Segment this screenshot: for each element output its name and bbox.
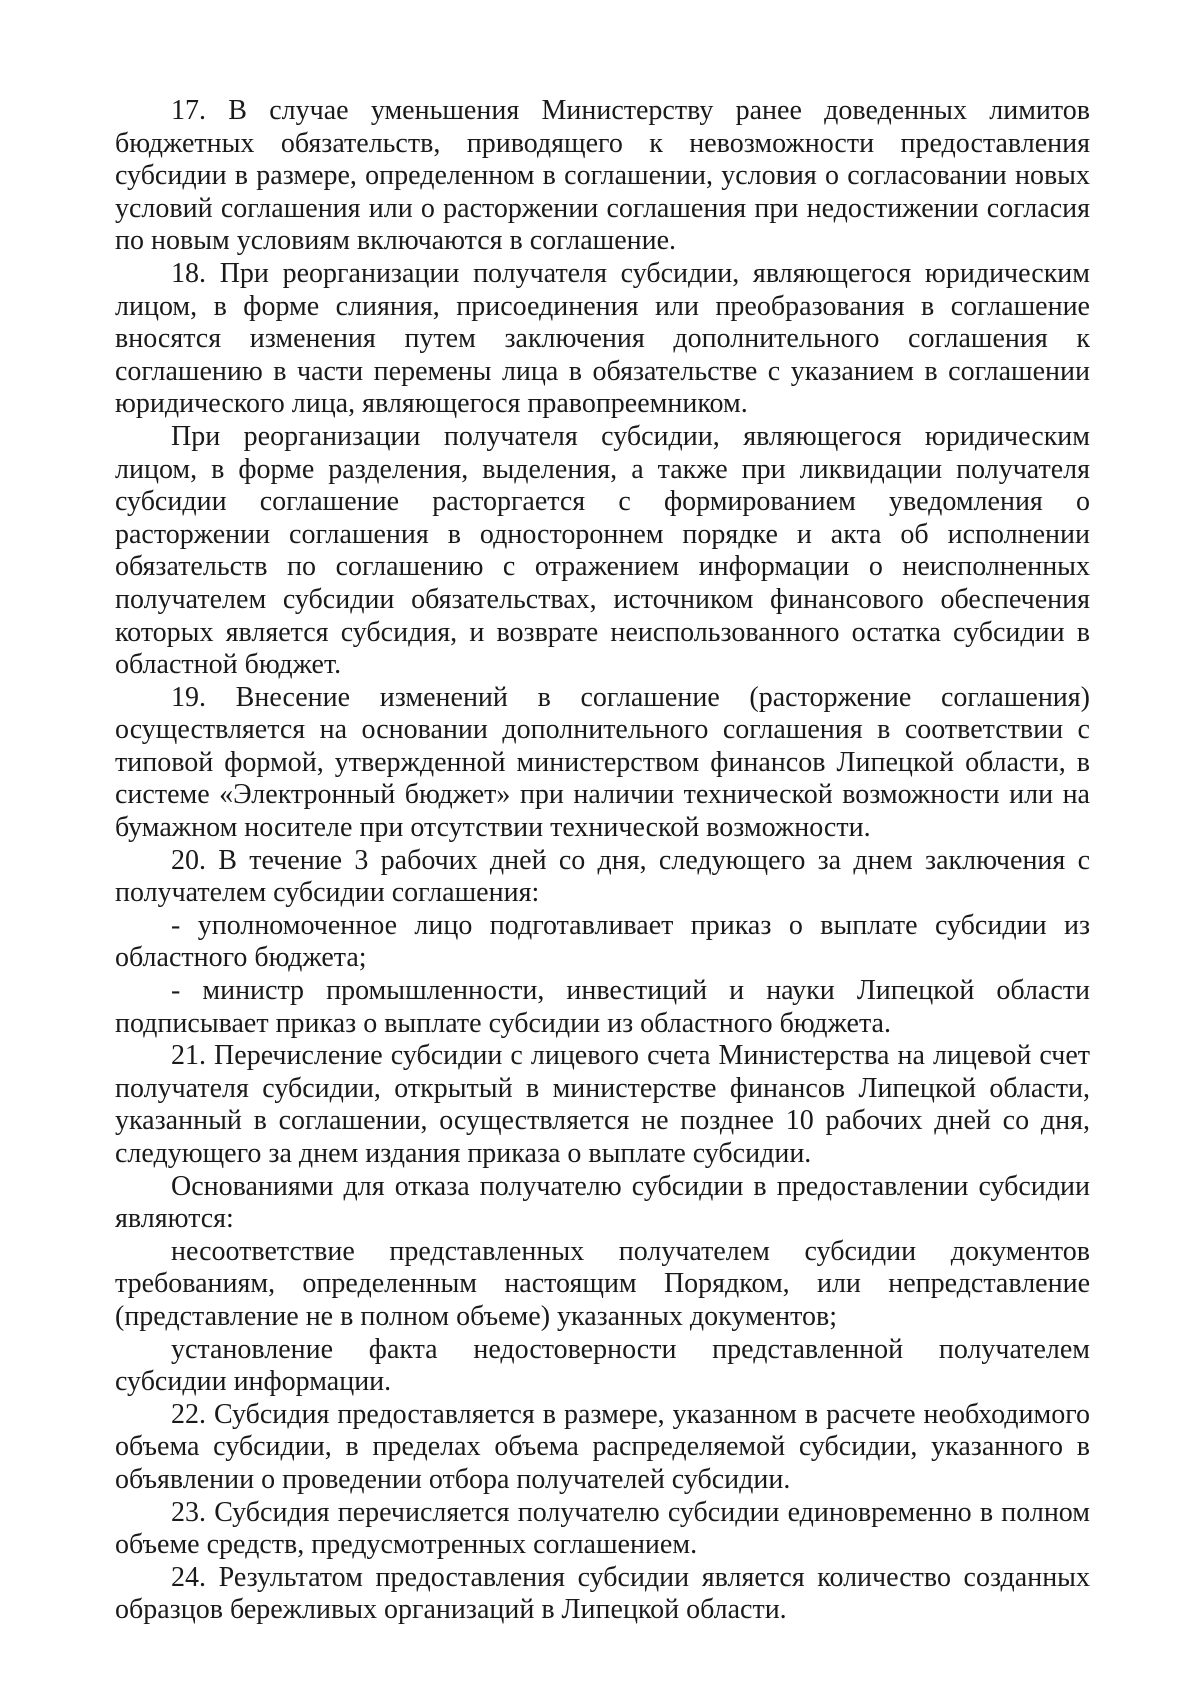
paragraph-22: 22. Субсидия предоставляется в размере, указанном в расчете необходимого объема субсидии, в пределах объема распределяемой субсидии, указанного в объявлении о проведении отбора получателей субсидии. — [115, 1398, 1090, 1495]
paragraph-20-item-2: - министр промышленности, инвестиций и науки Липецкой области подписывает приказ о выплате субсидии из областного бюджета. — [115, 975, 1090, 1039]
paragraph-23: 23. Субсидия перечисляется получателю субсидии единовременно в полном объеме средств, предусмотренных соглашением. — [115, 1496, 1090, 1561]
paragraph-17: 17. В случае уменьшения Министерству ранее доведенных лимитов бюджетных обязательств, приводящего к невозможности предоставления субсидии в размере, определенном в соглашении, условия о согласовании новых условий соглашения или о расторжении соглашения при недостижении согласия по новым условиям включаются в соглашение. — [115, 95, 1090, 257]
paragraph-18-reorganization: При реорганизации получателя субсидии, являющегося юридическим лицом, в форме разделения, выделения, а также при ликвидации получателя субсидии соглашение расторгается с формированием уведомления о расторжении соглашения в одностороннем порядке и акта об исполнении обязательств по соглашению с отражением информации о неисполненных получателем субсидии обязательствах, источником финансового обеспечения которых является субсидия, и возврате неиспользованного остатка субсидии в областной бюджет. — [115, 420, 1090, 681]
paragraph-20-item-1: - уполномоченное лицо подготавливает приказ о выплате субсидии из областного бюджета; — [115, 909, 1090, 974]
paragraph-18: 18. При реорганизации получателя субсидии, являющегося юридическим лицом, в форме слияния, присоединения или преобразования в соглашение вносятся изменения путем заключения дополнительного соглашения к соглашению в части перемены лица в обязательстве с указанием в соглашении юридического лица, являющегося правопреемником. — [115, 257, 1090, 420]
paragraph-19: 19. Внесение изменений в соглашение (расторжение соглашения) осуществляется на основании дополнительного соглашения в соответствии с типовой формой, утвержденной министерством финансов Липецкой области, в системе «Электронный бюджет» при наличии технической возможности или на бумажном носителе при отсутствии технической возможности. — [115, 681, 1090, 844]
document-page — [115, 95, 1090, 1627]
paragraph-21-ground-1: несоответствие представленных получателем субсидии документов требованиям, определенным настоящим Порядком, или непредставление (представление не в полном объеме) указанных документов; — [115, 1235, 1090, 1332]
paragraph-21-refusal-grounds: Основаниями для отказа получателю субсидии в предоставлении субсидии являются: — [115, 1170, 1090, 1235]
paragraph-24: 24. Результатом предоставления субсидии является количество созданных образцов бережливых организаций в Липецкой области. — [115, 1561, 1090, 1626]
paragraph-21-ground-2: установление факта недостоверности представленной получателем субсидии информации. — [115, 1333, 1090, 1398]
paragraph-21: 21. Перечисление субсидии с лицевого счета Министерства на лицевой счет получателя субсидии, открытый в министерстве финансов Липецкой области, указанный в соглашении, осуществляется не позднее 10 рабочих дней со дня, следующего за днем издания приказа о выплате субсидии. — [115, 1040, 1090, 1169]
paragraph-20: 20. В течение 3 рабочих дней со дня, следующего за днем заключения с получателем субсидии соглашения: — [115, 844, 1090, 909]
